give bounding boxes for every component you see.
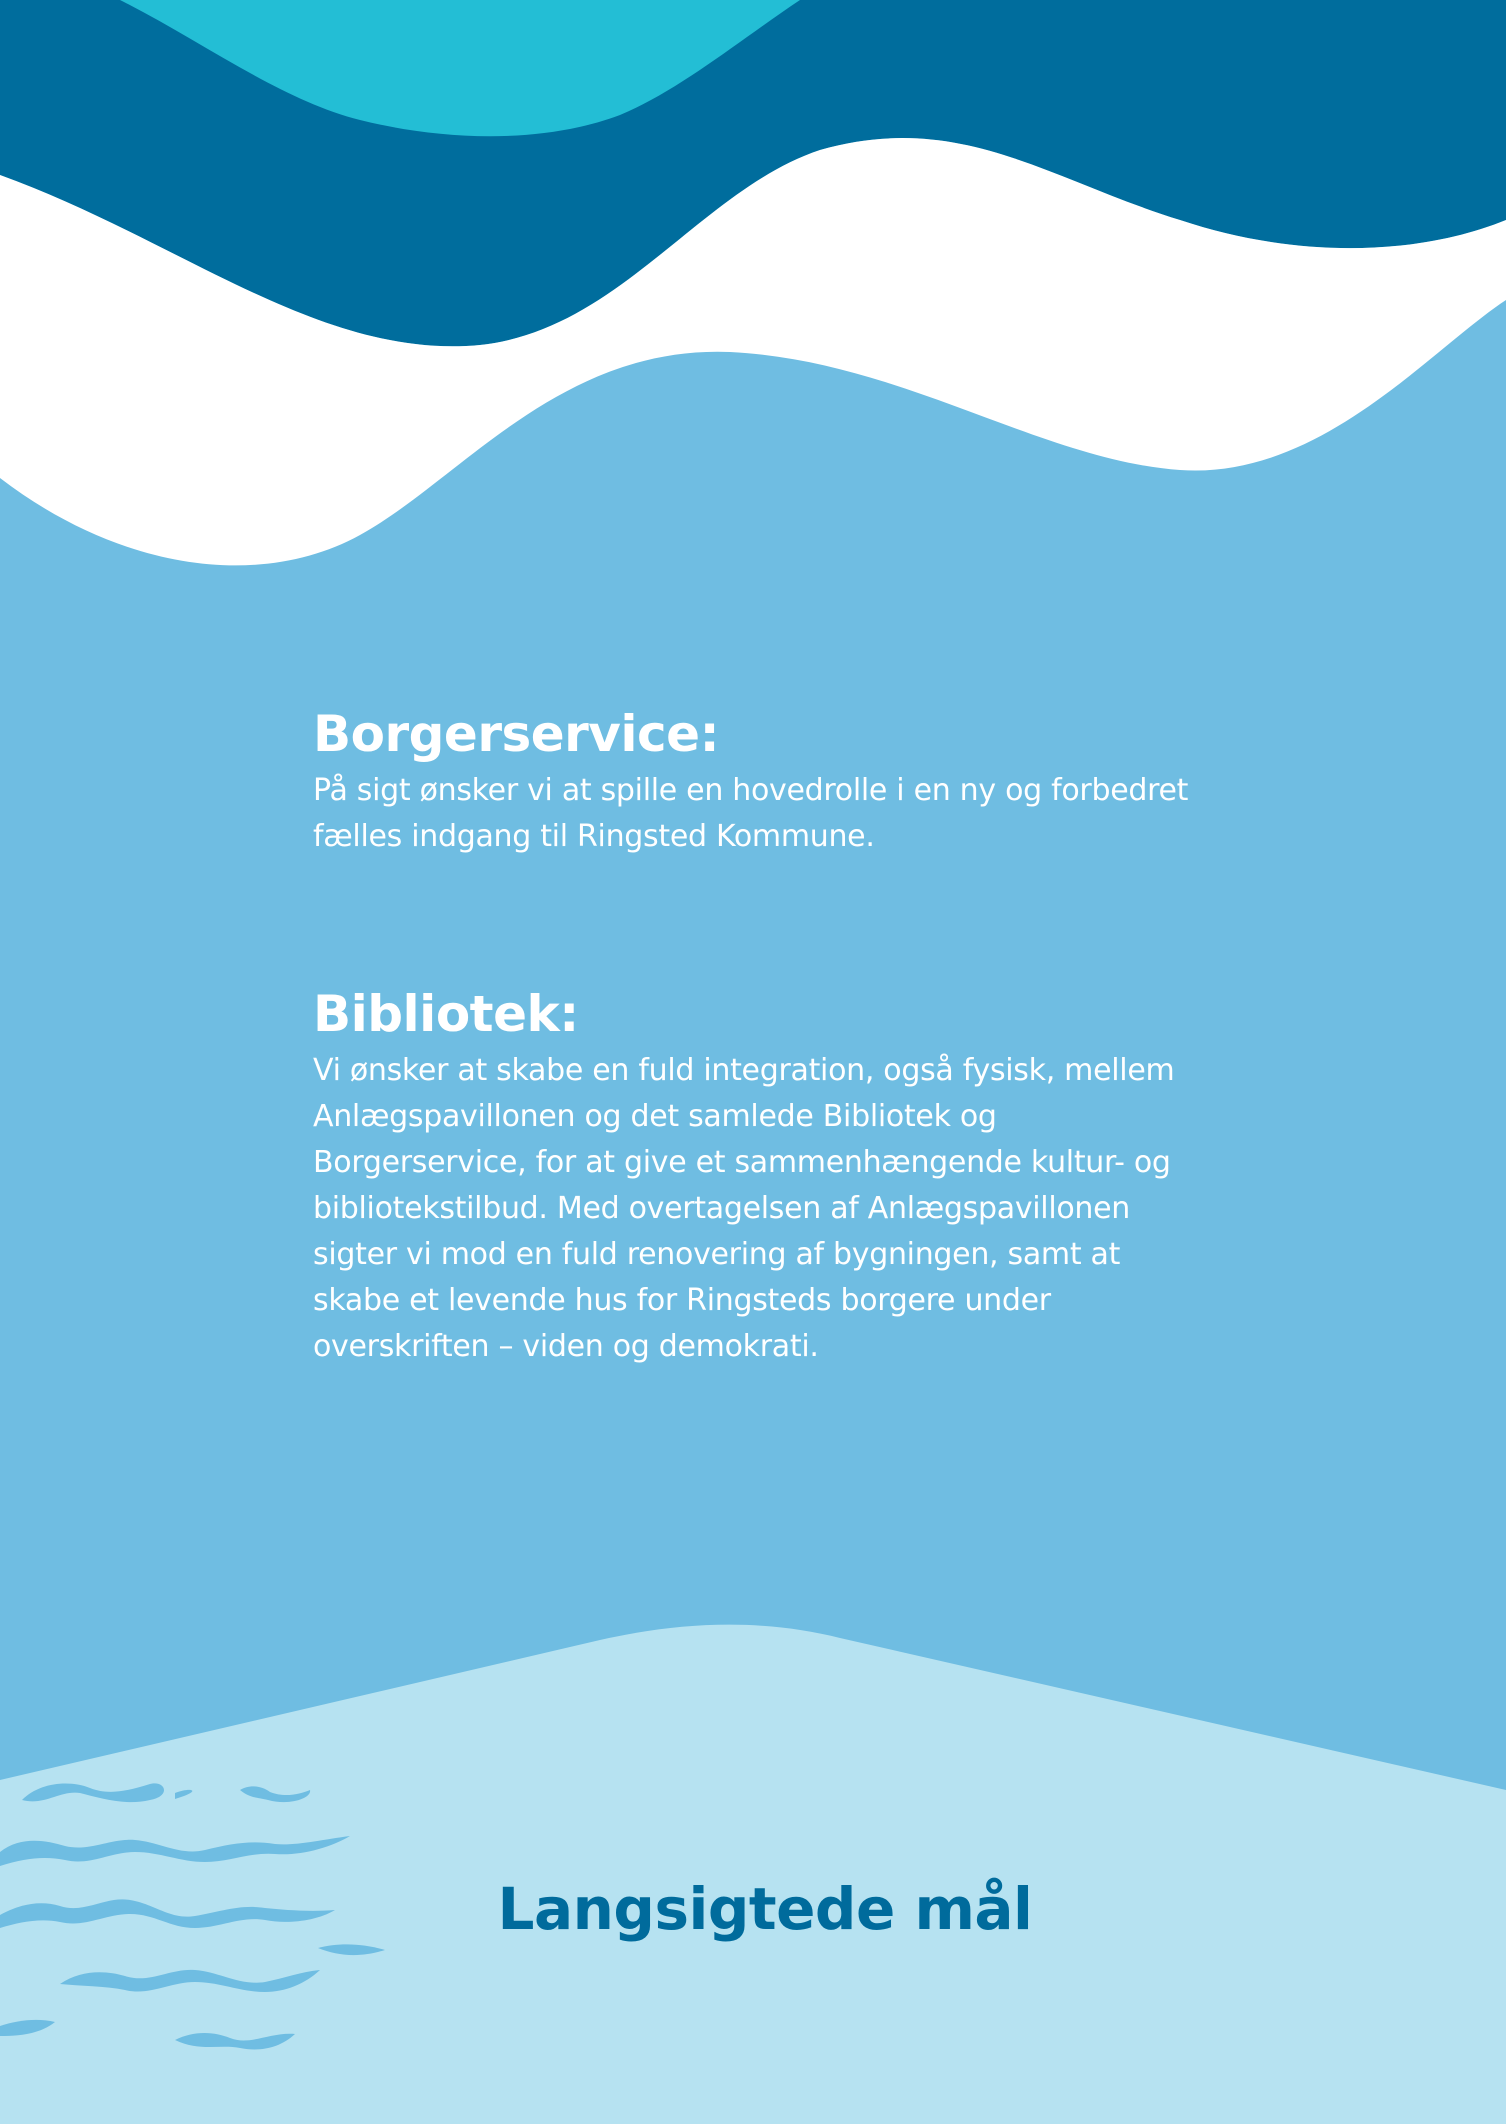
body-line: fælles indgang til Ringsted Kommune. [313,819,875,854]
section-borgerservice [313,700,1233,860]
page-title: Langsigtede mål [497,1875,1033,1943]
section-heading: Borgerservice: [313,705,720,763]
body-line: Borgerservice, for at give et sammenhængende kultur- og [313,1145,1171,1180]
section-bibliotek [313,980,1233,1370]
body-line: bibliotekstilbud. Med overtagelsen af Anlægspavillonen [313,1191,1131,1226]
body-line: På sigt ønsker vi at spille en hovedrolle i en ny og forbedret [313,773,1189,808]
body-line: skabe et levende hus for Ringsteds borgere under [313,1283,1051,1318]
section-heading: Bibliotek: [313,985,579,1043]
body-line: sigter vi mod en fuld renovering af bygningen, samt at [313,1237,1121,1272]
section-body [313,768,1233,860]
body-line: Anlægspavillonen og det samlede Bibliotek og [313,1099,997,1134]
body-line: Vi ønsker at skabe en fuld integration, også fysisk, mellem [313,1053,1175,1088]
section-body [313,1048,1233,1370]
body-line: overskriften – viden og demokrati. [313,1329,819,1364]
